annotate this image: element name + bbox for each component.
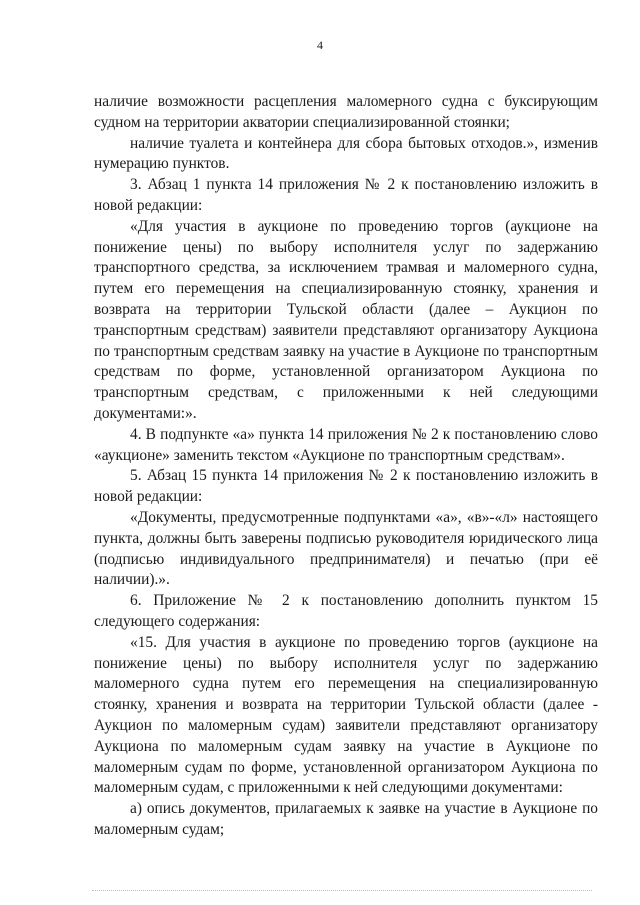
paragraph-item-5-text: «Документы, предусмотренные подпунктами «а», «в»-«л» настоящего пункта, должны быть заверены подписью руководителя юридического лица (подписью индивидуального предпринимателя) и печатью (при её наличии).». [94,508,598,589]
paragraph-item-3: 3. Абзац 1 пункта 14 приложения № 2 к постановлению изложить в новой редакции: [94,176,598,214]
paragraph-item-6: 6. Приложение № 2 к постановлению дополнить пунктом 15 следующего содержания: [94,592,598,630]
scan-artifact-line [92,889,592,891]
document-body [94,92,598,841]
paragraph-item-5: 5. Абзац 15 пункта 14 приложения № 2 к постановлению изложить в новой редакции: [94,467,598,506]
page-number: 4 [317,38,323,52]
paragraph-item-15-text: «15. Для участия в аукционе по проведению торгов (аукционе на понижение цены) по выбору исполнителя услуг по задержанию маломерного судна путем его перемещения на специализированную стоянку, хранения и возврата на территории Тульской области (далее - Аукцион по маломерным судам) заявители представляют организатору Аукциона по маломерным судам заявку на участие в Аукционе по маломерным судам по форме, установленной организатором Аукциона по маломерным судам, с приложенными к ней следующими документами: [94,633,598,797]
paragraph-item-4: 4. В подпункте «а» пункта 14 приложения № 2 к постановлению слово «аукционе» заменить текстом «Аукционе по транспортным средствам». [94,425,598,464]
paragraph-continuation: наличие возможности расцепления маломерного судна с буксирующим судном на территории акватории специализированной стоянки; [94,93,598,131]
paragraph-subitem-a: а) опись документов, прилагаемых к заявке на участие в Аукционе по маломерным судам; [94,800,598,838]
paragraph-toilet-clause: наличие туалета и контейнера для сбора бытовых отходов.», изменив нумерацию пунктов. [94,134,598,173]
paragraph-item-3-text: «Для участия в аукционе по проведению торгов (аукционе на понижение цены) по выбору исполнителя услуг по задержанию транспортного средства, за исключением трамвая и маломерного судна, путем его перемещения на специализированную стоянку, хранения и возврата на территории Тульской области (далее – Аукцион по транспортным средствам) заявители представляют организатору Аукциона по транспортным средствам заявку на участие в Аукционе по транспортным средствам по форме, установленной организатором Аукциона по транспортным средствам, с приложенными к ней следующими документами:». [94,217,598,422]
